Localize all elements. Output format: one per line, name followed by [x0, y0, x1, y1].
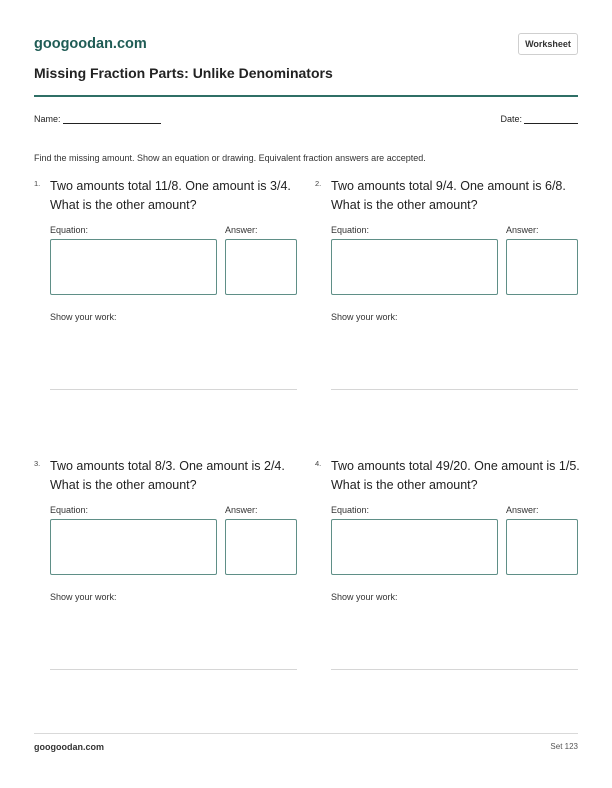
problem-text: Two amounts total 11/8. One amount is 3/4. What is the other amount? — [50, 179, 291, 212]
problem-number: 2. — [315, 179, 322, 188]
equation-box[interactable] — [50, 519, 217, 575]
instructions: Find the missing amount. Show an equation or drawing. Equivalent fraction answers are accepted. — [34, 153, 426, 163]
equation-label: Equation: — [331, 505, 370, 515]
answer-box[interactable] — [225, 239, 297, 295]
answer-label: Answer: — [225, 505, 258, 515]
brand-logo-text: googoodan.com — [34, 36, 147, 52]
equation-box[interactable] — [50, 239, 217, 295]
problem-card — [315, 177, 579, 437]
work-label: Show your work: — [331, 592, 398, 602]
problem-card — [315, 457, 579, 717]
equation-label: Equation: — [50, 505, 89, 515]
name-label: Name: — [34, 114, 61, 124]
worksheet-badge: Worksheet — [518, 33, 578, 55]
answer-box[interactable] — [506, 519, 578, 575]
answer-label: Answer: — [225, 225, 258, 235]
work-line — [50, 389, 297, 390]
problem-card — [34, 457, 298, 717]
work-line — [331, 669, 578, 670]
problem-number: 3. — [34, 459, 41, 468]
date-field — [500, 114, 578, 124]
work-label: Show your work: — [50, 592, 117, 602]
date-blank-line[interactable] — [524, 114, 578, 124]
title-divider — [34, 95, 578, 97]
footer-divider — [34, 733, 578, 734]
page-title: Missing Fraction Parts: Unlike Denominators — [34, 65, 333, 81]
problem-text: Two amounts total 8/3. One amount is 2/4. What is the other amount? — [50, 459, 285, 492]
work-line — [50, 669, 297, 670]
work-label: Show your work: — [50, 312, 117, 322]
work-line — [331, 389, 578, 390]
problem-number: 1. — [34, 179, 41, 188]
work-label: Show your work: — [331, 312, 398, 322]
problem-text: Two amounts total 49/20. One amount is 1/5. What is the other amount? — [331, 459, 580, 492]
answer-label: Answer: — [506, 225, 539, 235]
problem-text: Two amounts total 9/4. One amount is 6/8. What is the other amount? — [331, 179, 566, 212]
answer-box[interactable] — [225, 519, 297, 575]
footer-site: googoodan.com — [34, 742, 104, 752]
equation-label: Equation: — [50, 225, 89, 235]
date-label: Date: — [500, 114, 522, 124]
footer-set-label: Set 123 — [550, 742, 578, 751]
answer-label: Answer: — [506, 505, 539, 515]
problem-card — [34, 177, 298, 437]
equation-box[interactable] — [331, 239, 498, 295]
name-field — [34, 114, 161, 124]
name-blank-line[interactable] — [63, 114, 161, 124]
problem-number: 4. — [315, 459, 322, 468]
equation-box[interactable] — [331, 519, 498, 575]
answer-box[interactable] — [506, 239, 578, 295]
equation-label: Equation: — [331, 225, 370, 235]
